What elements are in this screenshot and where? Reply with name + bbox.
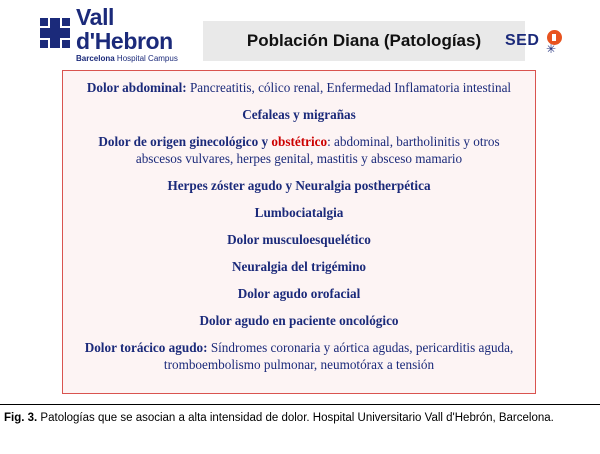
vall-hebron-logo [40,6,210,64]
logo-line-3-bold: Barcelona [76,54,115,63]
caption-label: Fig. 3. [4,412,38,424]
list-item-lead: Cefaleas y migrañas [242,107,356,122]
caption-text: Patologías que se asocian a alta intensidad de dolor. Hospital Universitario Vall d'Hebrón, Barcelona. [37,412,554,424]
list-item-lead: Dolor agudo orofacial [237,286,361,301]
figure-caption [4,411,596,426]
list-item [75,177,523,194]
list-item [75,312,523,329]
list-item [75,285,523,302]
list-item [75,339,523,373]
hospital-cross-icon [40,18,70,48]
list-item-lead: Dolor torácico agudo: [84,340,208,355]
list-item-lead: Dolor agudo en paciente oncológico [199,313,399,328]
list-item-rest: : abdominal, bartholinitis y otros abscesos vulvares, herpes genital, mastitis y absceso mamario [135,134,500,166]
pathology-list-box [62,70,536,394]
figure-title-band [203,21,525,61]
list-item-lead: Dolor de origen ginecológico y [98,134,272,149]
list-item-lead: Dolor musculoesquelético [227,232,371,247]
list-item [75,231,523,248]
list-item-lead: Neuralgia del trigémino [231,259,367,274]
list-item [75,258,523,275]
list-item-lead: Lumbociatalgia [254,205,344,220]
list-item-rest: Síndromes coronaria y aórtica agudas, pericarditis aguda, tromboembolismo pulmonar, neumotórax a tensión [163,340,514,372]
caption-divider [0,404,600,405]
list-item [75,79,523,96]
sed-star-icon: ✳ [546,42,557,56]
sed-label: SED [505,32,540,49]
list-item-lead: Herpes zóster agudo y Neuralgia postherpética [167,178,431,193]
logo-line-1: Vall [76,4,115,30]
sed-logo [505,30,575,58]
list-item [75,106,523,123]
figure-header [0,0,600,66]
logo-line-3 [76,54,178,64]
list-item [75,133,523,167]
list-item [75,204,523,221]
page-title: Población Diana (Patologías) [246,31,482,50]
list-item-rest: Pancreatitis, cólico renal, Enfermedad Inflamatoria intestinal [186,80,512,95]
list-item-highlight: obstétrico [271,134,328,149]
logo-wordmark [76,6,178,64]
logo-line-2: d'Hebron [76,28,173,54]
list-item-lead: Dolor abdominal: [86,80,187,95]
logo-line-3-rest: Hospital Campus [114,54,178,63]
